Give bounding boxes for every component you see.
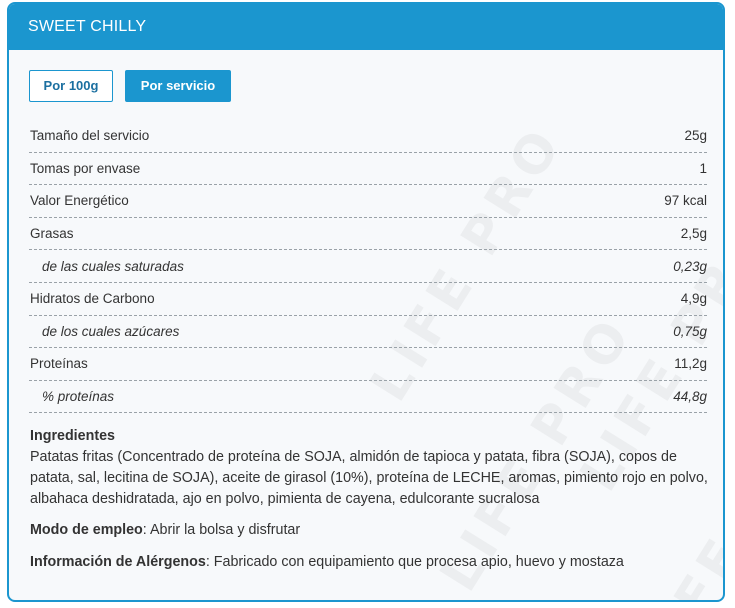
row-value: 25g (684, 128, 707, 144)
table-row (29, 316, 707, 349)
tab-per-100g[interactable]: Por 100g (29, 70, 113, 102)
row-value: 0,23g (673, 258, 707, 274)
usage-heading: Modo de empleo (30, 522, 143, 538)
row-label: de las cuales saturadas (42, 258, 184, 274)
ingredients-text: Patatas fritas (Concentrado de proteína de SOJA, almidón de tapioca y patata, fibra (SOJA), copos de patata, sal, lecitina de SOJA), aceite de girasol (10%), proteína de LECHE, aromas, pimiento rojo en polvo, albahaca deshidratada, ajo en polvo, pimienta de cayena, edulcorante sucralosa (30, 449, 708, 507)
row-label: % proteínas (42, 389, 115, 405)
table-row (29, 218, 707, 251)
nutrition-table (29, 120, 707, 413)
table-row (29, 348, 707, 381)
card-header (9, 4, 723, 50)
table-row (29, 250, 707, 283)
row-value: 0,75g (673, 323, 707, 339)
row-label: de los cuales azúcares (42, 323, 180, 339)
table-row (29, 283, 707, 316)
allergens-section (30, 552, 710, 573)
table-row (29, 120, 707, 153)
row-label: Valor Energético (30, 193, 129, 209)
allergens-text: : Fabricado con equipamiento que procesa apio, huevo y mostaza (205, 554, 624, 570)
row-label: Proteínas (30, 356, 88, 372)
serving-toggle (29, 70, 231, 102)
table-row (29, 381, 707, 414)
row-value: 97 kcal (664, 193, 707, 209)
row-value: 11,2g (674, 356, 707, 372)
row-label: Tamaño del servicio (30, 128, 150, 144)
usage-text: : Abrir la bolsa y disfrutar (142, 522, 301, 538)
product-title: SWEET CHILLY (28, 18, 147, 35)
row-label: Grasas (30, 226, 74, 242)
tab-per-serving[interactable]: Por servicio (125, 70, 231, 102)
table-row (29, 185, 707, 218)
ingredients-section (30, 426, 710, 510)
usage-section (30, 520, 710, 541)
table-row (29, 153, 707, 186)
row-value: 2,5g (680, 226, 707, 242)
row-value: 4,9g (680, 291, 707, 307)
allergens-heading: Información de Alérgenos (30, 554, 206, 570)
row-label: Tomas por envase (30, 160, 141, 176)
row-value: 1 (699, 160, 707, 176)
row-value: 44,8g (673, 389, 707, 405)
row-label: Hidratos de Carbono (30, 291, 155, 307)
nutrition-card (7, 2, 725, 602)
ingredients-heading: Ingredientes (30, 428, 116, 444)
